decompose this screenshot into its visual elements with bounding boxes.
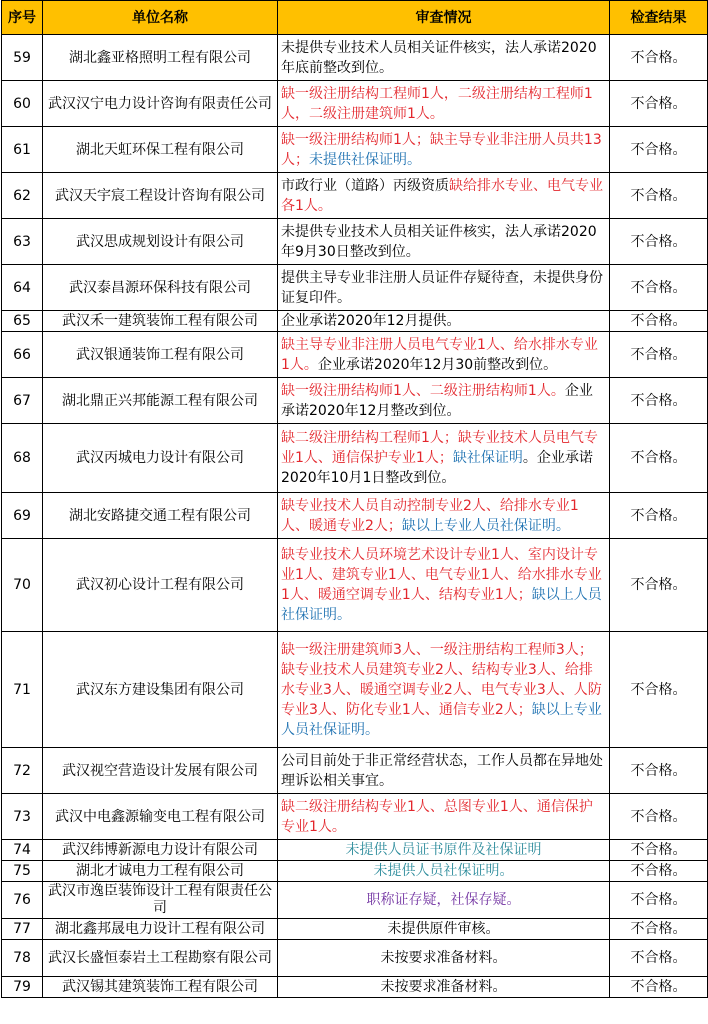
review-notes [278, 81, 610, 127]
review-notes [278, 493, 610, 539]
review-segment: 缺以上专业人员社保证明。 [401, 517, 570, 534]
header-no: 序号 [2, 1, 43, 35]
header-review: 审查情况 [278, 1, 610, 35]
row-number: 63 [2, 219, 43, 265]
review-segment: 未提供专业技术人员相关证件核实，法人承诺2020年底前整改到位。 [281, 39, 597, 76]
review-segment: 缺社保证明 [452, 450, 523, 466]
table-row [2, 940, 708, 977]
row-number: 73 [2, 794, 43, 840]
row-number: 76 [2, 882, 43, 919]
review-notes [278, 794, 610, 840]
row-number: 67 [2, 378, 43, 424]
row-number: 65 [2, 311, 43, 332]
table-row [2, 632, 708, 748]
header-company-name: 单位名称 [43, 1, 278, 35]
review-segment: 提供主导专业非注册人员证件存疑待查，未提供身份证复印件。 [281, 269, 603, 306]
table-row [2, 173, 708, 219]
review-segment: 未提供原件审核。 [387, 921, 500, 937]
row-number: 61 [2, 127, 43, 173]
header-result: 检查结果 [610, 1, 708, 35]
inspection-result: 不合格。 [610, 424, 708, 493]
table-row [2, 977, 708, 998]
review-notes [278, 940, 610, 977]
review-notes [278, 219, 610, 265]
inspection-result: 不合格。 [610, 265, 708, 311]
company-name: 湖北安路捷交通工程有限公司 [43, 493, 278, 539]
review-segment: 缺以上专业人员社保证明。 [281, 701, 602, 738]
inspection-result: 不合格。 [610, 219, 708, 265]
review-notes [278, 265, 610, 311]
review-segment: 缺给排水专业、电气专业各1人。 [281, 177, 603, 214]
inspection-result: 不合格。 [610, 127, 708, 173]
review-segment: 未提供人员证书原件及社保证明 [345, 842, 542, 858]
company-name: 湖北鑫邦晟电力设计工程有限公司 [43, 919, 278, 940]
company-name: 武汉东方建设集团有限公司 [43, 632, 278, 748]
company-name: 武汉银通装饰工程有限公司 [43, 332, 278, 378]
inspection-result: 不合格。 [610, 977, 708, 998]
inspection-result: 不合格。 [610, 81, 708, 127]
company-name: 武汉长盛恒泰岩土工程勘察有限公司 [43, 940, 278, 977]
review-notes [278, 861, 610, 882]
table-row [2, 840, 708, 861]
inspection-table [1, 0, 708, 998]
company-name: 武汉初心设计工程有限公司 [43, 539, 278, 632]
review-segment: 缺一级注册结构师1人；缺主导专业非注册人员共13人； [281, 131, 602, 168]
review-notes [278, 748, 610, 794]
table-row [2, 332, 708, 378]
company-name: 湖北才诚电力工程有限公司 [43, 861, 278, 882]
review-segment: 缺一级注册建筑师3人、一级注册结构工程师3人；缺专业技术人员建筑专业2人、结构专业3人、给排水专业3人、暖通空调专业2人、电气专业3人、人防专业3人、防化专业1人、通信专业2人； [281, 641, 602, 718]
company-name: 湖北鼎正兴邦能源工程有限公司 [43, 378, 278, 424]
review-notes [278, 840, 610, 861]
review-notes [278, 127, 610, 173]
review-segment: 缺二级注册结构专业1人、总图专业1人、通信保护专业1人。 [281, 798, 593, 835]
table-row [2, 424, 708, 493]
review-segment: 职称证存疑，社保存疑。 [366, 892, 521, 908]
row-number: 66 [2, 332, 43, 378]
company-name: 武汉市逸臣装饰设计工程有限责任公司 [43, 882, 278, 919]
review-segment: 未提供人员社保证明。 [373, 863, 514, 879]
review-segment: 未按要求准备材料。 [380, 950, 507, 966]
table-row [2, 794, 708, 840]
table-row [2, 219, 708, 265]
table-row [2, 35, 708, 81]
table-row [2, 919, 708, 940]
review-segment: 未提供社保证明。 [309, 151, 421, 168]
table-row [2, 539, 708, 632]
inspection-result: 不合格。 [610, 35, 708, 81]
review-notes [278, 378, 610, 424]
row-number: 79 [2, 977, 43, 998]
review-notes [278, 332, 610, 378]
review-segment: 企业承诺2020年12月整改到位。 [281, 382, 593, 419]
company-name: 湖北天虹环保工程有限公司 [43, 127, 278, 173]
review-segment: 市政行业（道路）丙级资质 [281, 177, 449, 194]
company-name: 武汉丙城电力设计有限公司 [43, 424, 278, 493]
review-segment: 缺专业技术人员自动控制专业2人、给排水专业1人、暖通专业2人； [281, 497, 579, 534]
table-row [2, 378, 708, 424]
review-segment: 未提供专业技术人员相关证件核实，法人承诺2020年9月30日整改到位。 [281, 223, 597, 260]
inspection-result: 不合格。 [610, 632, 708, 748]
review-notes [278, 311, 610, 332]
company-name: 武汉汉宁电力设计咨询有限责任公司 [43, 81, 278, 127]
row-number: 72 [2, 748, 43, 794]
review-segment: 缺专业技术人员环境艺术设计专业1人、室内设计专业1人、建筑专业1人、电气专业1人、给水排水专业1人、暖通空调专业1人、结构专业1人； [281, 547, 602, 603]
inspection-result: 不合格。 [610, 882, 708, 919]
row-number: 70 [2, 539, 43, 632]
table-row [2, 861, 708, 882]
table-row [2, 127, 708, 173]
review-notes [278, 882, 610, 919]
inspection-result: 不合格。 [610, 794, 708, 840]
company-name: 武汉禾一建筑装饰工程有限公司 [43, 311, 278, 332]
inspection-result: 不合格。 [610, 493, 708, 539]
inspection-result: 不合格。 [610, 311, 708, 332]
review-notes [278, 173, 610, 219]
table-row [2, 265, 708, 311]
company-name: 湖北鑫亚格照明工程有限公司 [43, 35, 278, 81]
inspection-result: 不合格。 [610, 539, 708, 632]
review-segment: 缺以上人员社保证明。 [281, 587, 602, 623]
row-number: 62 [2, 173, 43, 219]
inspection-result: 不合格。 [610, 173, 708, 219]
row-number: 71 [2, 632, 43, 748]
review-notes [278, 539, 610, 632]
company-name: 武汉中电鑫源输变电工程有限公司 [43, 794, 278, 840]
company-name: 武汉天宇宸工程设计咨询有限公司 [43, 173, 278, 219]
row-number: 77 [2, 919, 43, 940]
row-number: 78 [2, 940, 43, 977]
inspection-result: 不合格。 [610, 840, 708, 861]
review-segment: 企业承诺2020年12月提供。 [281, 313, 461, 329]
review-segment: 。企业承诺2020年10月1日整改到位。 [281, 450, 593, 486]
company-name: 武汉纬博新源电力设计有限公司 [43, 840, 278, 861]
row-number: 68 [2, 424, 43, 493]
review-notes [278, 424, 610, 493]
row-number: 64 [2, 265, 43, 311]
review-segment: 未按要求准备材料。 [380, 979, 507, 995]
review-notes [278, 35, 610, 81]
inspection-result: 不合格。 [610, 861, 708, 882]
review-segment: 缺一级注册结构工程师1人，二级注册结构工程师1人，二级注册建筑师1人。 [281, 85, 593, 122]
table-row [2, 493, 708, 539]
review-notes [278, 919, 610, 940]
review-segment: 公司目前处于非正常经营状态，工作人员都在异地处理诉讼相关事宜。 [281, 752, 603, 789]
inspection-result: 不合格。 [610, 919, 708, 940]
review-segment: 缺一级注册结构师1人、二级注册结构师1人。 [281, 382, 565, 399]
table-row [2, 81, 708, 127]
inspection-result: 不合格。 [610, 332, 708, 378]
review-notes [278, 632, 610, 748]
row-number: 60 [2, 81, 43, 127]
company-name: 武汉锡其建筑装饰工程有限公司 [43, 977, 278, 998]
review-segment: 企业承诺2020年12月30前整改到位。 [317, 356, 558, 373]
inspection-result: 不合格。 [610, 748, 708, 794]
company-name: 武汉思成规划设计有限公司 [43, 219, 278, 265]
row-number: 74 [2, 840, 43, 861]
table-row [2, 311, 708, 332]
inspection-result: 不合格。 [610, 378, 708, 424]
table-row [2, 882, 708, 919]
row-number: 59 [2, 35, 43, 81]
row-number: 75 [2, 861, 43, 882]
company-name: 武汉泰昌源环保科技有限公司 [43, 265, 278, 311]
table-row [2, 748, 708, 794]
row-number: 69 [2, 493, 43, 539]
company-name: 武汉视空营造设计发展有限公司 [43, 748, 278, 794]
header-row [2, 1, 708, 35]
review-notes [278, 977, 610, 998]
inspection-result: 不合格。 [610, 940, 708, 977]
review-segment: 缺主导专业非注册人员电气专业1人、给水排水专业1人。 [281, 336, 598, 373]
review-segment: 缺二级注册结构工程师1人；缺专业技术人员电气专业1人、通信保护专业1人； [281, 430, 598, 466]
